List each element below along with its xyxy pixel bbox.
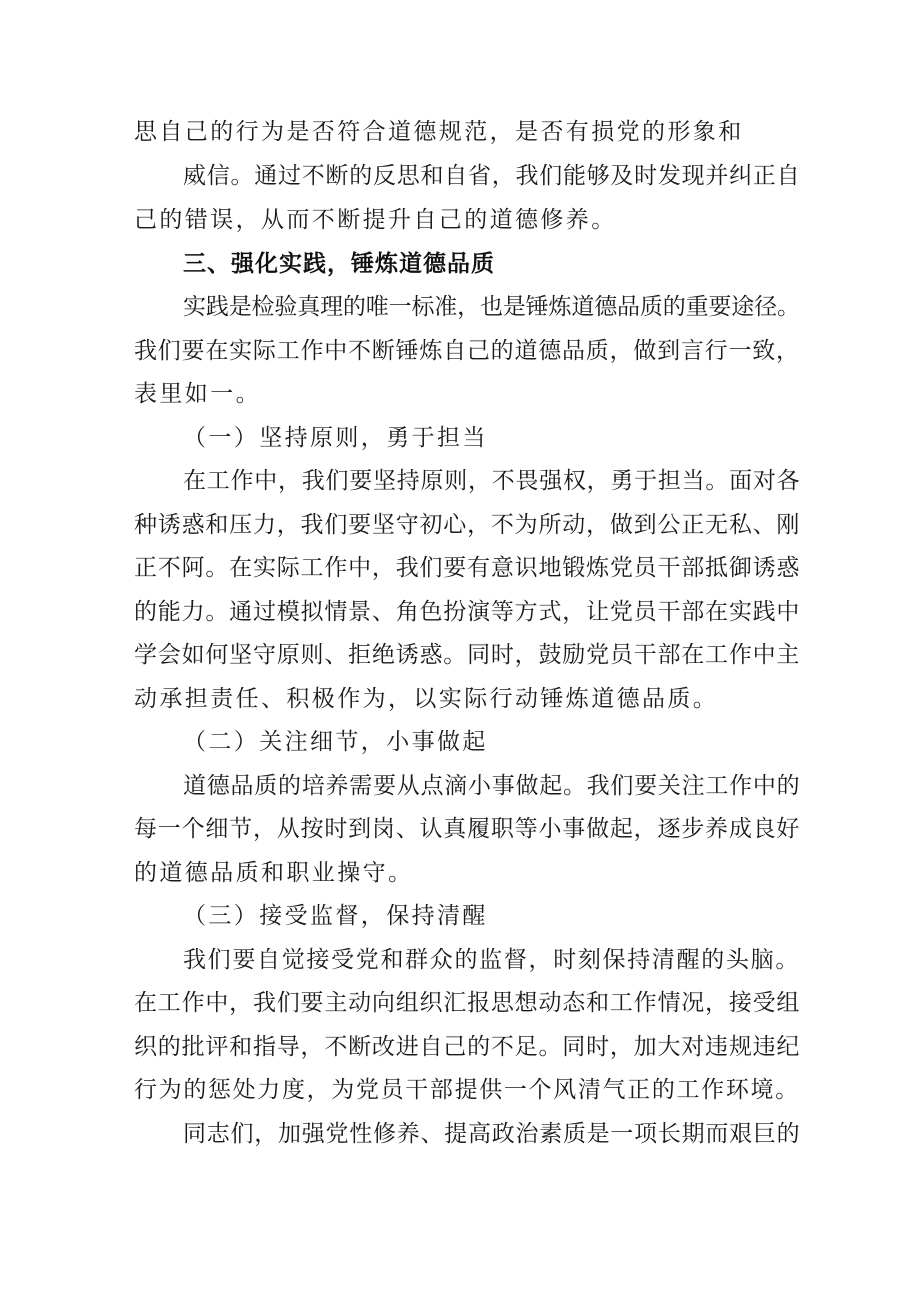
- subsection-heading: （一）坚持原则，勇于担当: [183, 425, 488, 451]
- paragraph-line: 己的错误，从而不断提升自己的道德修养。: [134, 207, 617, 233]
- paragraph-line: 行为的惩处力度，为党员干部提供一个风清气正的工作环境。: [134, 1077, 800, 1103]
- paragraph-line: 的能力。通过模拟情景、角色扮演等方式，让党员干部在实践中: [134, 599, 801, 625]
- paragraph-line: 威信。通过不断的反思和自省，我们能够及时发现并纠正自: [183, 163, 801, 189]
- paragraph-line: 思自己的行为是否符合道德规范，是否有损党的形象和: [134, 119, 744, 145]
- paragraph-line: 织的批评和指导，不断改进自己的不足。同时，加大对违规违纪: [134, 1034, 801, 1060]
- paragraph-line: 实践是检验真理的唯一标准，也是锤炼道德品质的重要途径。: [183, 294, 800, 320]
- paragraph-line: 我们要在实际工作中不断锤炼自己的道德品质，做到言行一致，: [134, 338, 800, 364]
- subsection-heading: （三）接受监督，保持清醒: [183, 903, 488, 929]
- paragraph-line: 表里如一。: [134, 381, 261, 407]
- subsection-heading: （二）关注细节，小事做起: [183, 729, 488, 755]
- paragraph-line: 正不阿。在实际工作中，我们要有意识地锻炼党员干部抵御诱惑: [134, 555, 801, 581]
- paragraph-line: 道德品质的培养需要从点滴小事做起。我们要关注工作中的: [183, 773, 801, 799]
- paragraph-line: 在工作中，我们要坚持原则，不畏强权，勇于担当。面对各: [183, 468, 801, 494]
- paragraph-line: 动承担责任、积极作为，以实际行动锤炼道德品质。: [134, 686, 719, 712]
- paragraph-line: 的道德品质和职业操守。: [134, 860, 414, 886]
- paragraph-line: 我们要自觉接受党和群众的监督，时刻保持清醒的头脑。: [183, 947, 800, 973]
- paragraph-line: 在工作中，我们要主动向组织汇报思想动态和工作情况，接受组: [134, 990, 801, 1016]
- paragraph-line: 种诱惑和压力，我们要坚守初心，不为所动，做到公正无私、刚: [134, 512, 801, 538]
- section-heading: 三、强化实践，锤炼道德品质: [183, 251, 495, 277]
- paragraph-line: 同志们，加强党性修养、提高政治素质是一项长期而艰巨的: [183, 1121, 801, 1147]
- paragraph-line: 每一个细节，从按时到岗、认真履职等小事做起，逐步养成良好: [134, 816, 801, 842]
- paragraph-line: 学会如何坚守原则、拒绝诱惑。同时，鼓励党员干部在工作中主: [134, 642, 801, 668]
